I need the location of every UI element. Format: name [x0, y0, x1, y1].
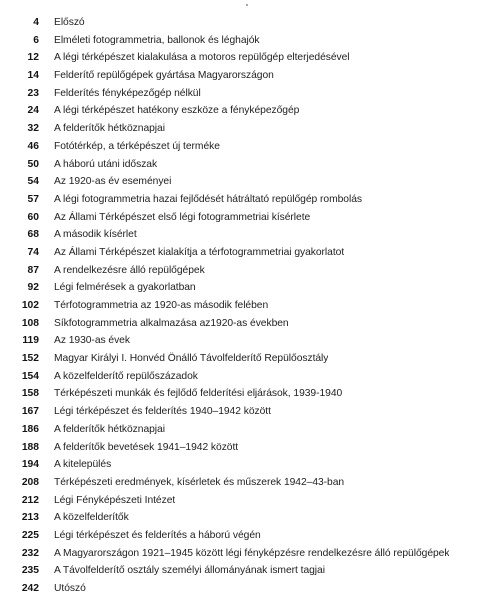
toc-page-number: 12: [27, 52, 39, 64]
table-of-contents: [6, 14, 476, 598]
toc-page-number: 188: [21, 441, 39, 453]
toc-entry: [6, 102, 476, 120]
toc-chapter-title: A közelfelderítő repülőszázadok: [54, 370, 198, 382]
toc-chapter-title: A Távolfelderítő osztály személyi állományának ismert tagjai: [54, 565, 325, 577]
toc-chapter-title: Légi Fényképészeti Intézet: [54, 494, 176, 506]
toc-entry: [6, 226, 476, 244]
toc-chapter-title: A közelfelderítők: [54, 512, 129, 524]
toc-page-number: 154: [21, 370, 39, 382]
toc-chapter-title: Magyar Királyi I. Honvéd Önálló Távolfelderítő Repülőosztály: [54, 353, 329, 365]
toc-page-number: 92: [27, 282, 39, 294]
toc-page-number: 232: [21, 547, 39, 559]
toc-page-number: 87: [27, 264, 39, 276]
toc-chapter-title: A légi térképészet kialakulása a motoros repülőgép elterjedésével: [54, 52, 350, 64]
toc-chapter-title: Az 1920-as év eseményei: [54, 176, 172, 188]
toc-entry: [6, 580, 476, 598]
toc-entry: [6, 527, 476, 545]
toc-page-number: 194: [21, 459, 39, 471]
toc-page-number: 14: [27, 70, 39, 82]
toc-chapter-title: A háború utáni időszak: [54, 158, 158, 170]
toc-chapter-title: Utószó: [54, 583, 86, 594]
toc-page-number: 119: [22, 335, 39, 347]
toc-entry: [6, 14, 476, 32]
toc-entry: [6, 332, 476, 350]
toc-entry: [6, 368, 476, 386]
toc-page-number: 108: [21, 317, 39, 329]
toc-entry: [6, 209, 476, 227]
toc-entry: [6, 385, 476, 403]
toc-entry: [6, 279, 476, 297]
toc-chapter-title: Elméleti fotogrammetria, ballonok és léghajók: [54, 34, 260, 46]
toc-page-number: 54: [27, 176, 39, 188]
toc-chapter-title: Az Állami Térképészet első légi fotogrammetriai kísérlete: [54, 211, 311, 223]
toc-chapter-title: A második kísérlet: [54, 229, 137, 241]
toc-chapter-title: Felderítő repülőgépek gyártása Magyarországon: [54, 70, 274, 82]
toc-page-number: 167: [21, 406, 39, 418]
toc-chapter-title: Légi térképészet és felderítés 1940–1942 között: [54, 406, 271, 418]
toc-entry: [6, 492, 476, 510]
toc-page-number: 225: [21, 529, 39, 541]
scan-speck: [246, 4, 248, 6]
toc-page-number: 208: [21, 476, 39, 488]
toc-entry: [6, 403, 476, 421]
toc-entry: [6, 244, 476, 262]
toc-entry: [6, 156, 476, 174]
toc-entry: [6, 315, 476, 333]
toc-page-number: 152: [21, 353, 39, 365]
toc-chapter-title: Térképészeti eredmények, kísérletek és műszerek 1942–43-ban: [54, 476, 345, 488]
toc-entry: [6, 85, 476, 103]
toc-chapter-title: Térképészeti munkák és fejlődő felderítési eljárások, 1939-1940: [54, 388, 343, 400]
toc-page-number: 24: [27, 105, 39, 117]
toc-entry: [6, 49, 476, 67]
toc-page-number: 68: [27, 229, 39, 241]
toc-page-number: 46: [27, 140, 39, 152]
toc-page-number: 213: [21, 512, 39, 524]
toc-chapter-title: Fotótérkép, a térképészet új terméke: [54, 140, 220, 152]
toc-entry: [6, 191, 476, 209]
toc-chapter-title: A felderítők hétköznapjai: [54, 423, 165, 435]
toc-page-number: 4: [33, 17, 39, 28]
toc-entry: [6, 456, 476, 474]
toc-page-number: 102: [21, 300, 39, 311]
toc-page-number: 57: [27, 193, 39, 205]
toc-entry: [6, 67, 476, 85]
toc-chapter-title: Az Állami Térképészet kialakítja a térfotogrammetriai gyakorlatot: [54, 246, 345, 258]
toc-chapter-title: Síkfotogrammetria alkalmazása az1920-as években: [54, 317, 289, 329]
toc-chapter-title: A kitelepülés: [54, 459, 112, 471]
toc-chapter-title: A légi térképészet hatékony eszköze a fényképezőgép: [54, 105, 300, 117]
toc-entry: [6, 350, 476, 368]
toc-page-number: 74: [27, 246, 39, 258]
toc-chapter-title: A felderítők bevetések 1941–1942 között: [54, 441, 239, 453]
toc-chapter-title: Légi felmérések a gyakorlatban: [54, 282, 196, 294]
toc-entry: [6, 421, 476, 439]
toc-page-number: 186: [21, 423, 39, 435]
toc-entry: [6, 545, 476, 563]
toc-page-number: 235: [21, 565, 39, 577]
toc-chapter-title: Felderítés fényképezőgép nélkül: [54, 87, 201, 99]
toc-chapter-title: Légi térképészet és felderítés a háború végén: [54, 529, 261, 541]
toc-chapter-title: A rendelkezésre álló repülőgépek: [54, 264, 205, 276]
toc-page-number: 32: [27, 123, 39, 135]
toc-page-number: 50: [27, 158, 39, 170]
toc-page-number: 158: [21, 388, 39, 400]
toc-entry: [6, 439, 476, 457]
toc-entry: [6, 138, 476, 156]
toc-entry: [6, 509, 476, 527]
toc-entry: [6, 474, 476, 492]
toc-entry: [6, 297, 476, 315]
toc-chapter-title: Előszó: [54, 17, 85, 28]
toc-entry: [6, 32, 476, 50]
toc-page-number: 23: [27, 87, 39, 99]
toc-entry: [6, 120, 476, 138]
toc-entry: [6, 262, 476, 280]
toc-page-number: 242: [21, 583, 39, 594]
toc-chapter-title: A Magyarországon 1921–1945 között légi fényképzésre rendelkezésre álló repülőgépek: [54, 547, 450, 559]
toc-entry: [6, 173, 476, 191]
toc-chapter-title: Térfotogrammetria az 1920-as második felében: [54, 300, 269, 311]
toc-chapter-title: Az 1930-as évek: [54, 335, 130, 347]
toc-page-number: 212: [21, 494, 39, 506]
toc-chapter-title: A felderítők hétköznapjai: [54, 123, 165, 135]
toc-entry: [6, 562, 476, 580]
toc-page-number: 6: [33, 34, 39, 46]
toc-chapter-title: A légi fotogrammetria hazai fejlődését hátráltató repülőgép rombolás: [54, 193, 362, 205]
toc-page-number: 60: [27, 211, 39, 223]
